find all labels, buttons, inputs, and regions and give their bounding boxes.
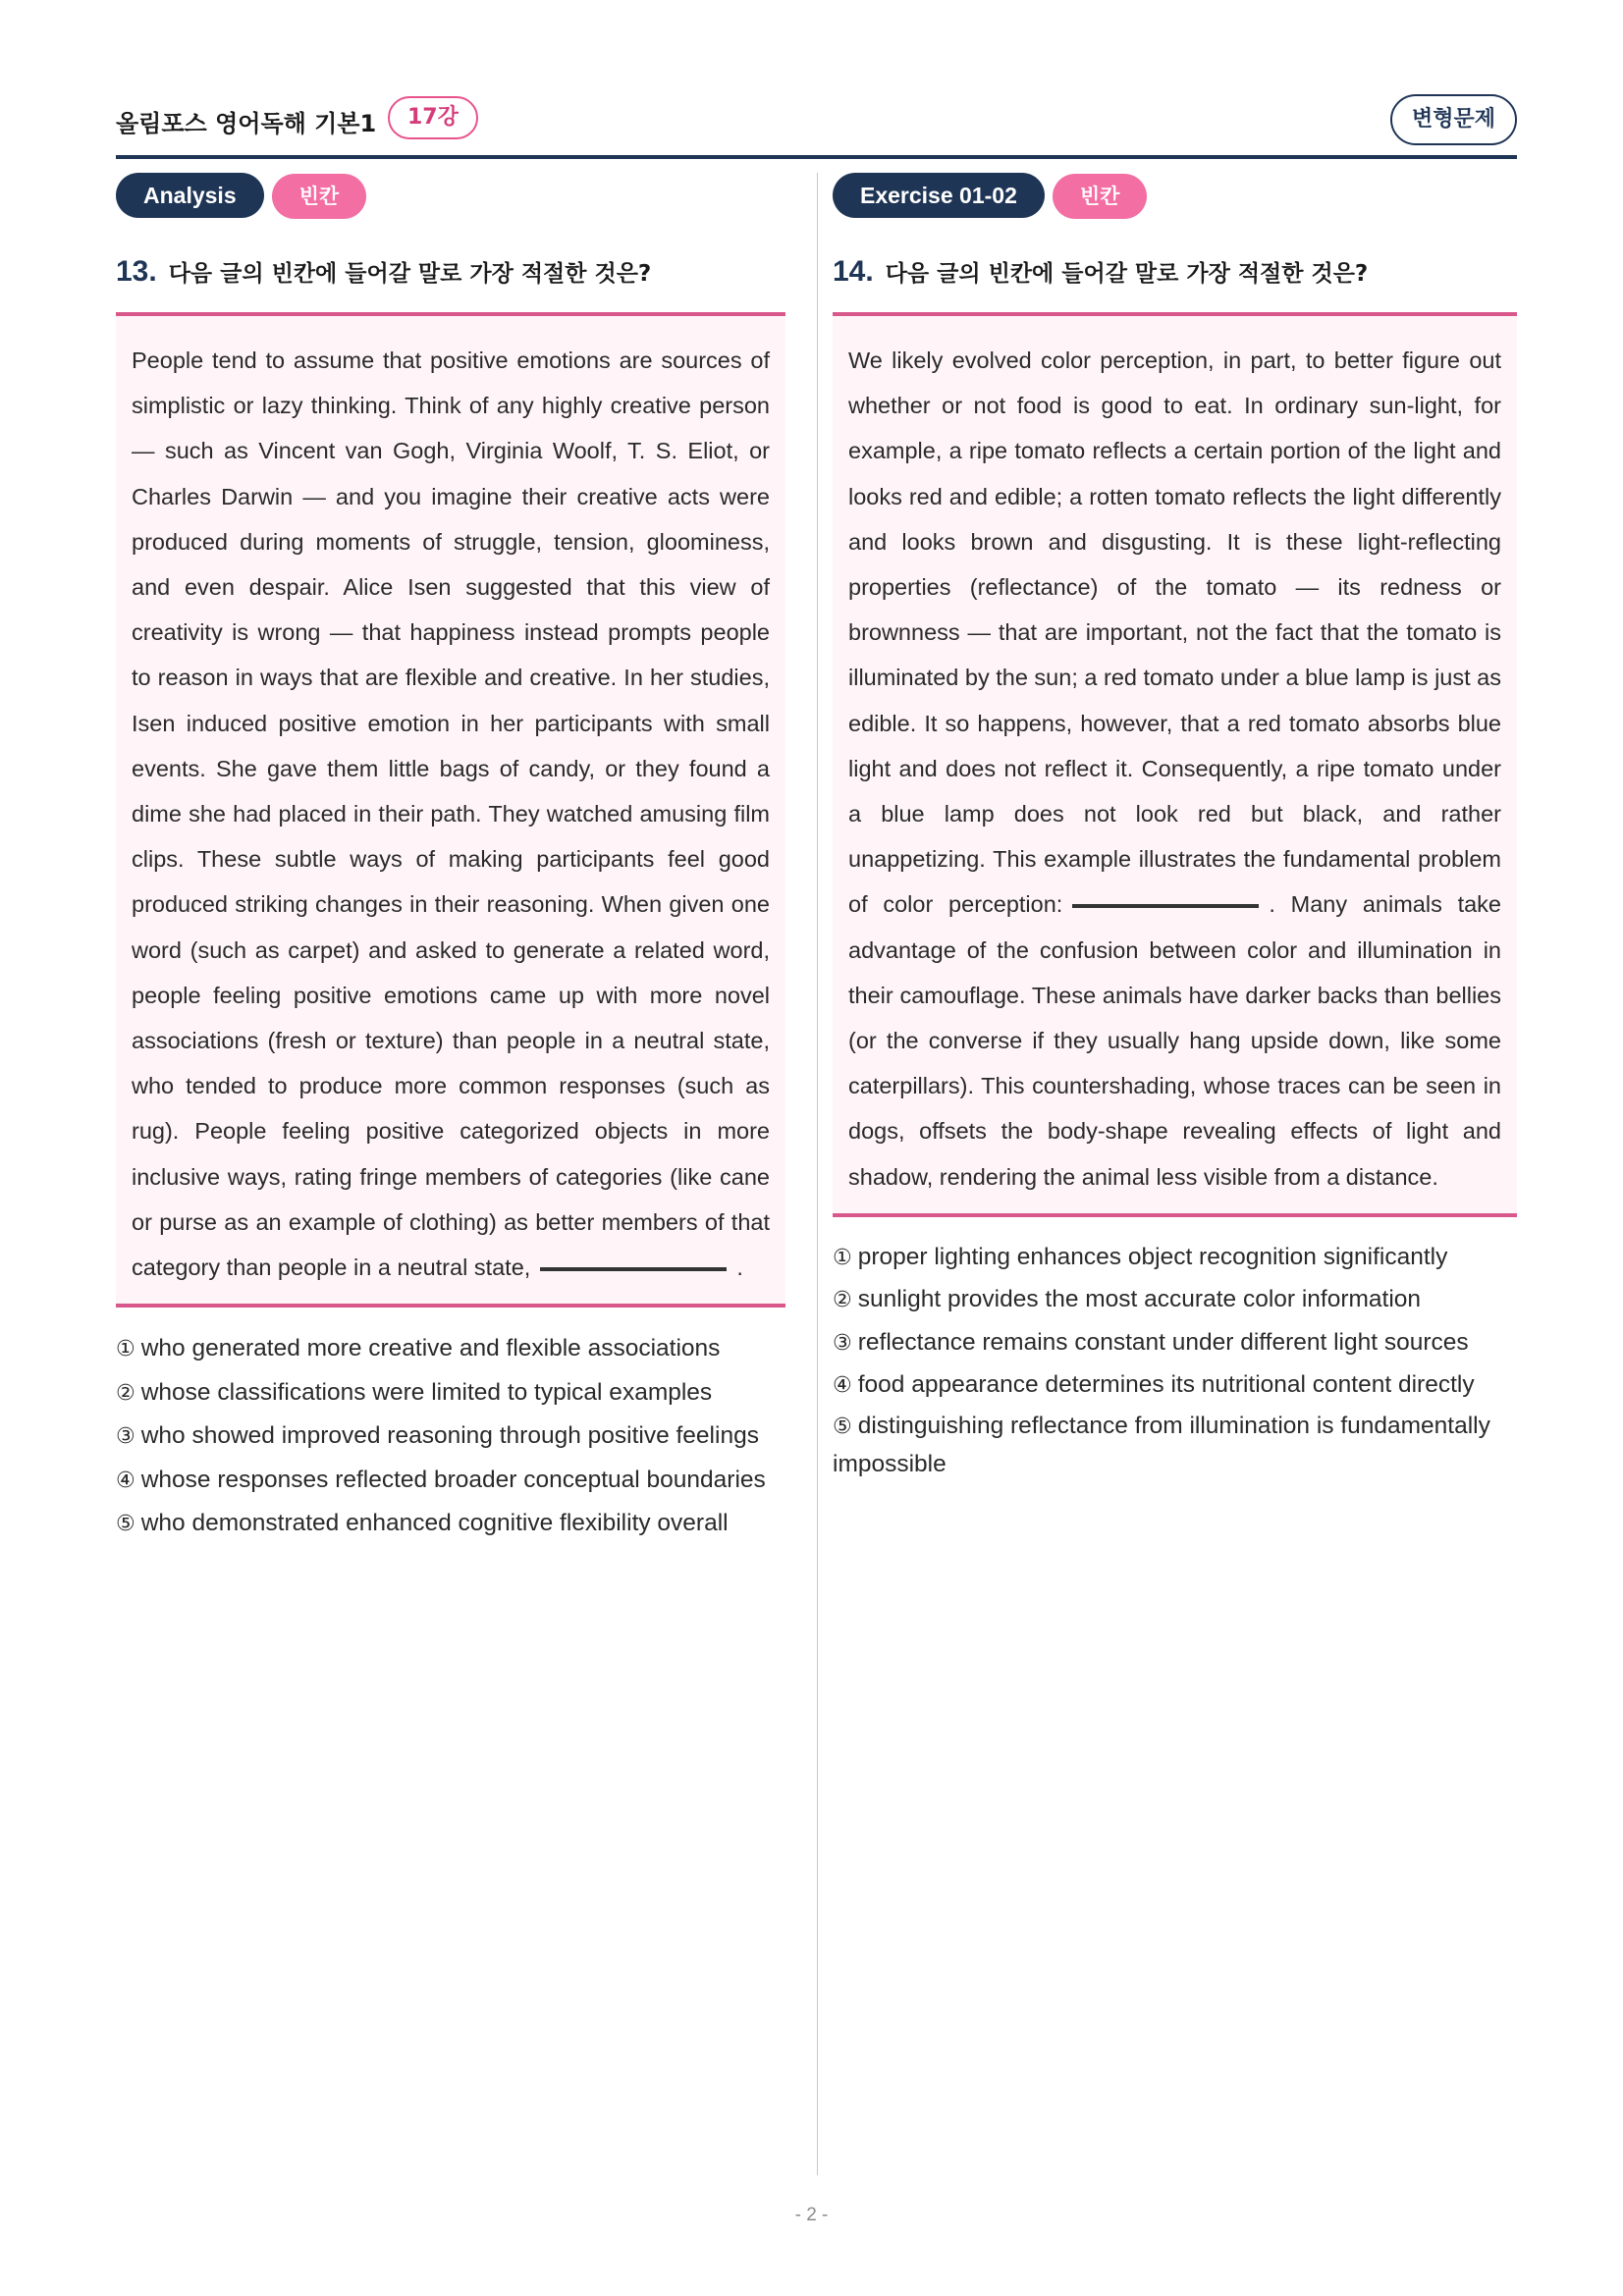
right-column xyxy=(833,173,1517,1483)
option-text: who showed improved reasoning through positive feelings xyxy=(140,1422,759,1450)
question-heading xyxy=(833,255,1517,298)
option-1[interactable] xyxy=(833,1237,1517,1280)
option-text: reflectance remains constant under different light sources xyxy=(857,1328,1469,1356)
tag-row xyxy=(833,173,1517,222)
option-number: ③ xyxy=(833,1330,852,1356)
type-tag: 빈칸 xyxy=(272,174,367,219)
tag-row xyxy=(116,173,785,222)
option-number: ⑤ xyxy=(833,1414,852,1439)
option-5[interactable] xyxy=(116,1502,785,1546)
question-heading xyxy=(116,255,785,298)
option-3[interactable] xyxy=(116,1415,785,1459)
option-text: food appearance determines its nutritional content directly xyxy=(857,1371,1475,1399)
column-divider xyxy=(817,173,818,2175)
passage-box xyxy=(116,312,785,1308)
passage-text: We likely evolved color perception, in part, to better figure out whether or not food is good to eat. In ordinary sun-light, for example, a ripe tomato reflects a certain portion of the light and looks red and edible; a rotten tomato reflects the light differently and looks brown and disgusting. It is these light-reflecting properties (reflectance) of the tomato — its redness or brownness — that are important, not the fact that the tomato is illuminated by the sun; a red tomato under a blue lamp is just as edible. It so happens, however, that a red tomato absorbs blue light and does not reflect it. Consequently, a ripe tomato under a blue lamp does not look red but black, and rather unappetizing. This example illustrates the fundamental problem of color perception: xyxy=(848,347,1501,918)
option-number: ① xyxy=(116,1337,135,1362)
option-number: ④ xyxy=(833,1373,852,1399)
question-prompt: 다음 글의 빈칸에 들어갈 말로 가장 적절한 것은? xyxy=(168,261,652,287)
option-text: distinguishing reflectance from illumination is fundamentally impossible xyxy=(833,1412,1490,1477)
answer-blank xyxy=(540,1267,727,1271)
option-number: ② xyxy=(116,1380,135,1406)
passage-text: People tend to assume that positive emotions are sources of simplistic or lazy thinking. Think of any highly creative person — such as Vincent van Gogh, Virginia Woolf, T. S. Eliot, or Charles Darwin — and you imagine their creative acts were produced during moments of struggle, tension, gloominess, and even despair. Alice Isen suggested that this view of creativity is wrong — that happiness instead prompts people to reason in ways that are flexible and creative. In her studies, Isen induced positive emotion in her participants with small events. She gave them little bags of candy, or they found a dime she had placed in their path. They watched amusing film clips. These subtle ways of making participants feel good produced striking changes in their reasoning. When given one word (such as carpet) and asked to generate a related word, people feeling positive emotions came up with more novel associations (fresh or texture) than people in a neutral state, who tended to produce more common responses (such as rug). People feeling positive categorized objects in more inclusive ways, rating fringe members of categories (like cane or purse as an example of clothing) as better members of that category than people in a neutral state, xyxy=(132,347,770,1281)
page-header xyxy=(116,94,1517,159)
question-number: 14. xyxy=(833,255,874,288)
option-number: ② xyxy=(833,1288,852,1313)
passage-text-end: . Many animals take advantage of the confusion between color and illumination in their camouflage. These animals have darker backs than bellies (or the converse if they usually hang upside down, like some caterpillars). This countershading, whose traces can be seen in dogs, offsets the body-shape revealing effects of light and shadow, rendering the animal less visible from a distance. xyxy=(848,891,1501,1190)
answer-blank xyxy=(1072,904,1259,908)
section-tag: Exercise 01-02 xyxy=(833,173,1045,218)
option-number: ⑤ xyxy=(116,1512,135,1537)
option-number: ③ xyxy=(116,1424,135,1450)
option-3[interactable] xyxy=(833,1322,1517,1365)
option-text: proper lighting enhances object recognition significantly xyxy=(857,1243,1448,1270)
answer-options xyxy=(833,1237,1517,1483)
option-4[interactable] xyxy=(116,1459,785,1503)
question-type-badge: 변형문제 xyxy=(1390,94,1517,145)
header-divider xyxy=(116,155,1517,159)
option-text: sunlight provides the most accurate color information xyxy=(857,1286,1422,1313)
option-2[interactable] xyxy=(833,1279,1517,1322)
section-tag: Analysis xyxy=(116,173,264,218)
left-column xyxy=(116,173,785,1546)
option-text: whose responses reflected broader conceptual boundaries xyxy=(140,1466,766,1493)
page-number: - 2 - xyxy=(794,2205,829,2225)
option-2[interactable] xyxy=(116,1371,785,1415)
type-tag: 빈칸 xyxy=(1053,174,1148,219)
option-5[interactable] xyxy=(833,1408,1517,1483)
option-text: who demonstrated enhanced cognitive flexibility overall xyxy=(140,1510,729,1537)
option-number: ④ xyxy=(116,1468,135,1493)
passage-box xyxy=(833,312,1517,1217)
passage-text-end: . xyxy=(736,1255,743,1281)
question-number: 13. xyxy=(116,255,157,288)
lesson-badge: 17강 xyxy=(388,96,478,139)
option-1[interactable] xyxy=(116,1327,785,1371)
book-title: 올림포스 영어독해 기본1 xyxy=(116,110,377,137)
option-text: who generated more creative and flexible associations xyxy=(140,1335,721,1362)
option-4[interactable] xyxy=(833,1364,1517,1408)
option-number: ① xyxy=(833,1245,852,1270)
question-prompt: 다음 글의 빈칸에 들어갈 말로 가장 적절한 것은? xyxy=(885,261,1369,287)
option-text: whose classifications were limited to typical examples xyxy=(140,1378,713,1406)
answer-options xyxy=(116,1327,785,1546)
